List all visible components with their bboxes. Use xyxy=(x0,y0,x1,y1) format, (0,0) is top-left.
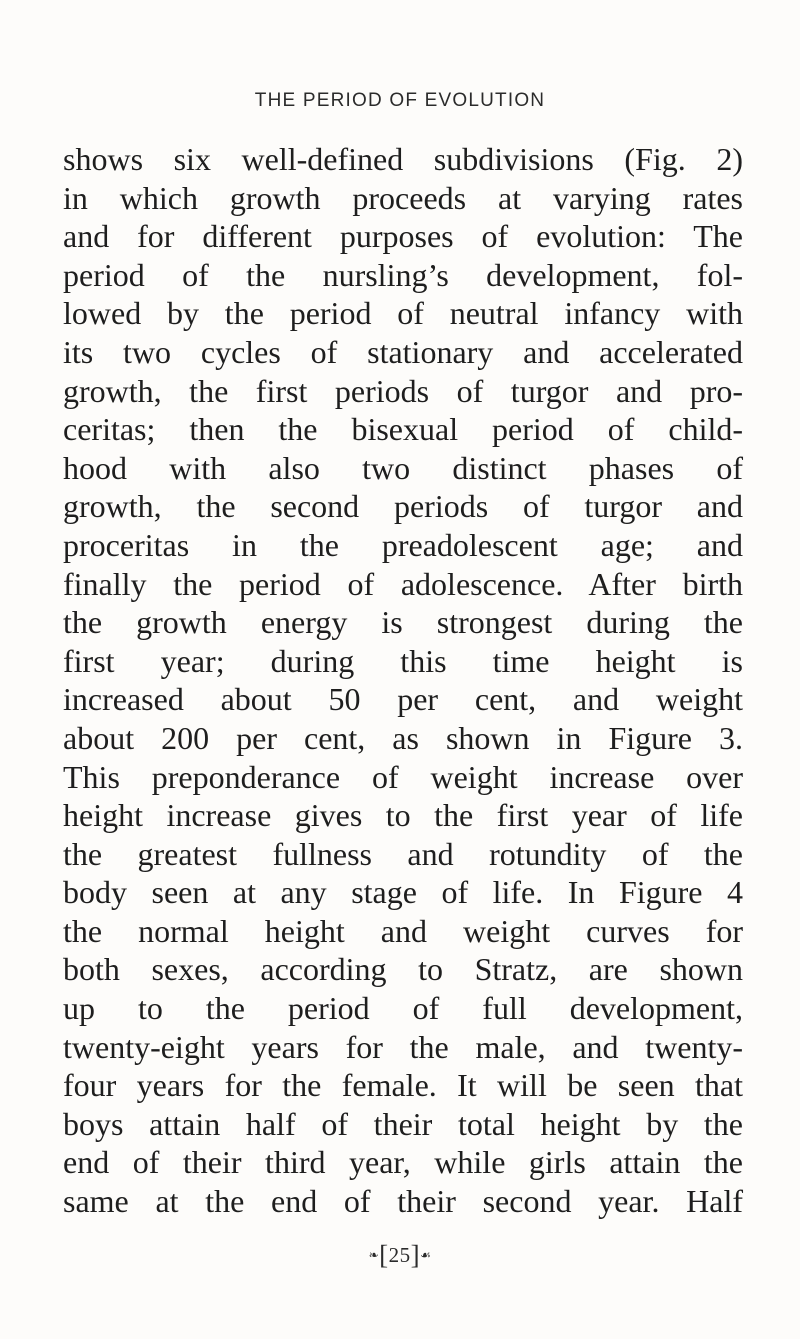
open-bracket: [ xyxy=(379,1240,389,1270)
text-line: twenty-eight years for the male, and twenty- xyxy=(63,1028,743,1065)
text-line: the growth energy is strongest during the xyxy=(63,604,743,641)
right-ornament-icon: ☙ xyxy=(420,1248,432,1262)
running-head: THE PERIOD OF EVOLUTION xyxy=(254,90,546,111)
text-line: proceritas in the preadolescent age; and xyxy=(63,526,743,563)
text-line: body seen at any stage of life. In Figure 4 xyxy=(63,874,743,911)
text-line: end of their third year, while girls attain the xyxy=(63,1144,743,1181)
text-line: This preponderance of weight increase over xyxy=(63,758,743,795)
text-line: height increase gives to the first year of life xyxy=(63,797,743,834)
text-line: growth, the first periods of turgor and pro- xyxy=(63,372,743,409)
text-line: increased about 50 per cent, and weight xyxy=(63,681,743,718)
text-line: the normal height and weight curves for xyxy=(63,912,743,949)
close-bracket: ] xyxy=(410,1240,421,1270)
text-line: four years for the female. It will be seen that xyxy=(63,1067,743,1104)
text-line: lowed by the period of neutral infancy with xyxy=(63,295,743,332)
text-line: period of the nursling’s development, fol- xyxy=(63,256,743,293)
text-line: in which growth proceeds at varying rates xyxy=(63,179,743,216)
text-line: and for different purposes of evolution: The xyxy=(63,218,743,255)
left-ornament-icon: ❧ xyxy=(368,1248,380,1262)
text-line: same at the end of their second year. Half xyxy=(63,1183,743,1220)
text-line: hood with also two distinct phases of xyxy=(63,449,743,486)
text-line: first year; during this time height is xyxy=(63,642,743,679)
text-line: finally the period of adolescence. After birth xyxy=(63,565,743,602)
text-line: shows six well-defined subdivisions (Fig. 2) xyxy=(63,141,743,177)
text-line: the greatest fullness and rotundity of the xyxy=(63,835,743,872)
text-line: about 200 per cent, as shown in Figure 3. xyxy=(63,719,743,756)
page-number: 25 xyxy=(388,1243,411,1267)
text-line: both sexes, according to Stratz, are shown xyxy=(63,951,743,988)
page-number-folio xyxy=(0,1240,800,1271)
text-line: its two cycles of stationary and accelerated xyxy=(63,333,743,370)
text-line: growth, the second periods of turgor and xyxy=(63,488,743,525)
text-line: ceritas; then the bisexual period of child- xyxy=(63,411,743,448)
text-line: boys attain half of their total height by the xyxy=(63,1105,743,1142)
text-line: up to the period of full development, xyxy=(63,990,743,1027)
body-text xyxy=(63,140,743,1221)
